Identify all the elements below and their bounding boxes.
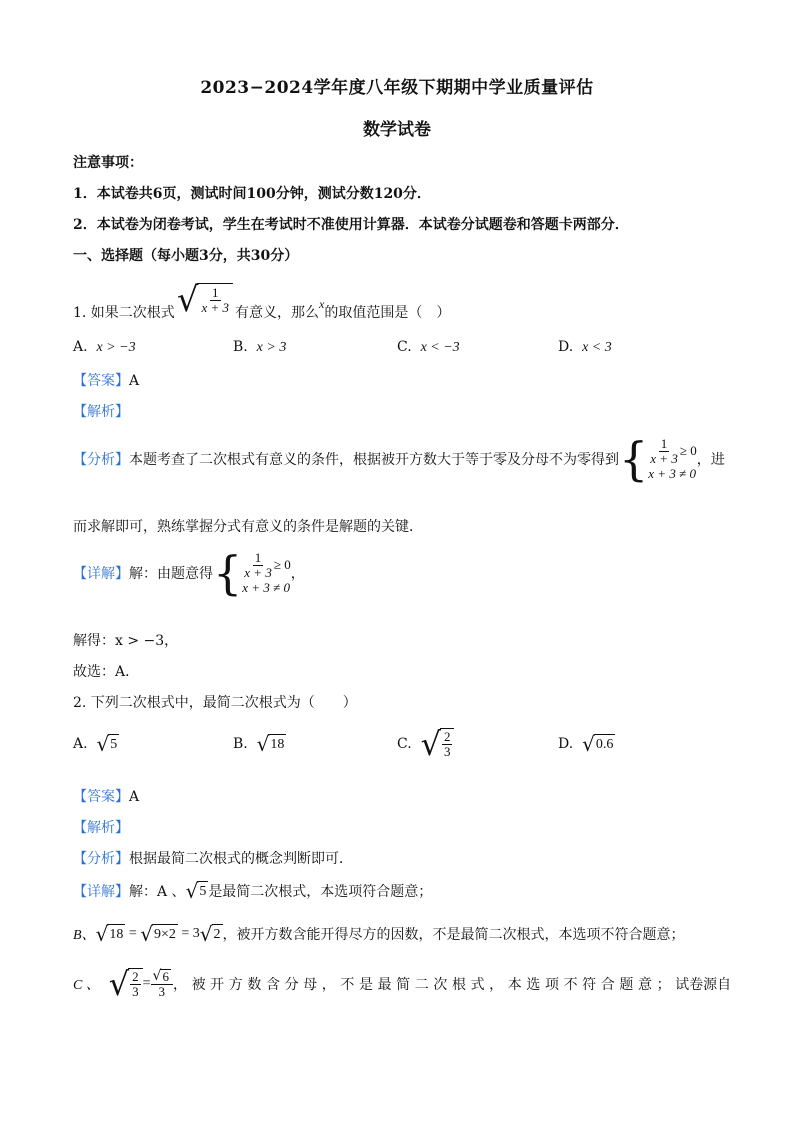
q2-detail-a: 【详解】 解：A 、 √ 5 是最简二次根式，本选项符合题意； (73, 879, 433, 903)
q1-detail-system: { $\frac{1}{x + 3}$ ≥ 0 x + 3 ≠ 0 (213, 546, 291, 600)
q1-mid: 有意义，那么 (235, 305, 320, 321)
question-1-stem (73, 278, 450, 322)
q1-fenxi: 【分析】 本题考查了二次根式有意义的条件，根据被开方数大于等于零及分母不为零得到 { $\frac{1}{x + 3}$ ≥ 0 x + 3 ≠ 0 ，进 (73, 432, 725, 486)
q1-analysis-tag: 【解析】 (73, 404, 129, 420)
q1-prefix: 1. 如果二次根式 (73, 305, 175, 321)
q2-answer: 【答案】A (73, 789, 140, 805)
q2-detail-c: C 、 √ $\frac{2}{3}$ = √ 6 3 ，被开方数含分母，不是最简二次根式，本选项不符合题意； 试卷源自 (73, 965, 732, 1003)
q2-fenxi: 【分析】根据最简二次根式的概念判断即可． (73, 851, 353, 867)
q1-detail: 【详解】 解：由题意得 { $\frac{1}{x + 3}$ ≥ 0 x + 3 ≠ 0 ， (73, 546, 305, 600)
q1-option-d: D. x < 3 (558, 339, 612, 355)
q1-suffix: 的取值范围是（ ） (324, 305, 451, 321)
notice-item-2: 2．本试卷为闭卷考试，学生在考试时不准使用计算器．本试卷分试题卷和答题卡两部分． (73, 217, 629, 233)
q1-option-a: A. x > −3 (73, 339, 136, 355)
exam-subtitle: 数学试卷 (363, 120, 431, 140)
q1-frac-num: 1 (212, 285, 219, 300)
q2-option-a: A. √ 5 (73, 732, 118, 756)
q1-radical: √ $\frac{1}{x + 3}$ (177, 283, 233, 317)
q2-detail-b: B、 √ 18 = √ 9×2 = 3 √ 2 ，被开方数含能开得尽方的因数，不是最简二次根式，本选项不符合题意； (73, 922, 685, 946)
q2-option-d: D. √ 0.6 (558, 732, 614, 756)
exam-title: 2023−2024学年度八年级下期期中学业质量评估 (200, 78, 594, 98)
q2-option-b: B. √ 18 (233, 732, 285, 756)
notice-item-1: 1．本试卷共6页，测试时间100分钟，测试分数120分． (73, 186, 431, 202)
q1-fenxi-line2: 而求解即可，熟练掌握分式有意义的条件是解题的关键． (73, 519, 423, 535)
q1-answer: 【答案】A (73, 373, 140, 389)
q2-option-c: C. √ $\frac{2}{3}$ (397, 728, 454, 760)
notice-heading: 注意事项： (73, 155, 143, 171)
q1-option-b: B. x > 3 (233, 339, 287, 355)
q1-var: x (319, 296, 325, 311)
question-2-stem: 2. 下列二次根式中，最简二次根式为（ ） (73, 695, 357, 711)
q1-choose: 故选：A． (73, 664, 140, 680)
q2-analysis-tag: 【解析】 (73, 820, 129, 836)
q1-option-c: C. x < −3 (397, 339, 460, 355)
q1-solve: 解得：x > −3， (73, 633, 179, 649)
q1-fenxi-system: { $\frac{1}{x + 3}$ ≥ 0 x + 3 ≠ 0 (619, 432, 697, 486)
q2-detail-b-math: √ 18 = √ 9×2 = 3 √ 2 (95, 922, 221, 946)
q2-detail-c-math: √ $\frac{2}{3}$ = √ 6 3 (109, 968, 173, 1000)
section-heading: 一、选择题（每小题3分，共30分） (73, 248, 299, 264)
q1-frac-den: x + 3 (201, 300, 230, 315)
